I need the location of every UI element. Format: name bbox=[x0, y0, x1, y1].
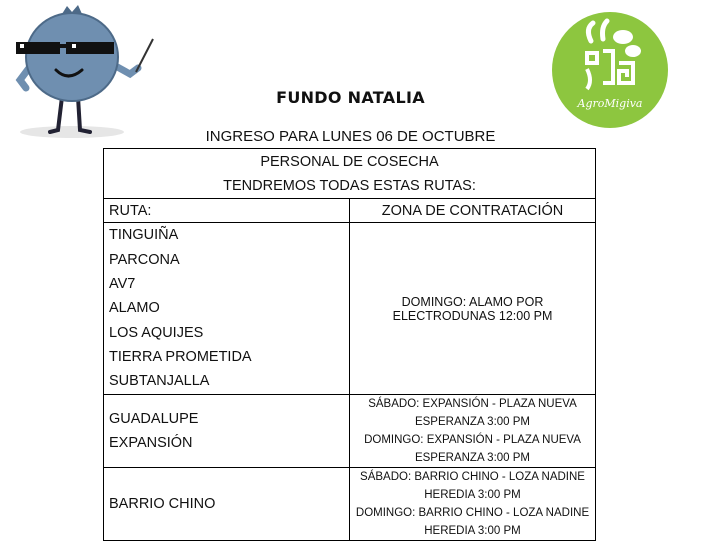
routes-table bbox=[103, 148, 596, 541]
route-item: LOS AQUIJES bbox=[109, 324, 204, 341]
column-header-zone: ZONA DE CONTRATACIÓN bbox=[350, 199, 596, 223]
route-item: SUBTANJALLA bbox=[109, 373, 210, 390]
agromigiva-logo-mark bbox=[551, 11, 669, 129]
zone-item: SÁBADO: BARRIO CHINO - LOZA NADINE HEREDIA 3:00 PM bbox=[360, 471, 585, 501]
column-header-route: RUTA: bbox=[104, 199, 350, 223]
page-title: FUNDO NATALIA bbox=[276, 88, 425, 107]
logo-wordmark: AgroMigiva bbox=[577, 97, 643, 110]
route-item: GUADALUPE bbox=[109, 410, 199, 427]
route-list-group-3 bbox=[104, 468, 350, 541]
zone-cell-group-1 bbox=[350, 223, 596, 395]
zone-cell-group-3 bbox=[350, 468, 596, 541]
table-heading-line-2: TENDREMOS TODAS ESTAS RUTAS: bbox=[223, 177, 476, 194]
route-item: PARCONA bbox=[109, 251, 180, 268]
route-item: BARRIO CHINO bbox=[109, 495, 216, 512]
route-list-group-1 bbox=[104, 223, 350, 395]
zone-item: DOMINGO: EXPANSIÓN - PLAZA NUEVA ESPERANZA 3:00 PM bbox=[364, 434, 581, 464]
table-header-cell bbox=[104, 149, 596, 199]
blueberry-mascot-image bbox=[10, 2, 160, 142]
page-subtitle: INGRESO PARA LUNES 06 DE OCTUBRE bbox=[205, 128, 496, 145]
route-item: ALAMO bbox=[109, 300, 160, 317]
zone-item: DOMINGO: ALAMO POR ELECTRODUNAS 12:00 PM bbox=[392, 294, 553, 323]
route-item: EXPANSIÓN bbox=[109, 435, 193, 451]
table-heading-line-1: PERSONAL DE COSECHA bbox=[260, 153, 439, 170]
zone-item: SÁBADO: EXPANSIÓN - PLAZA NUEVA ESPERANZA 3:00 PM bbox=[368, 398, 577, 428]
route-item: AV7 bbox=[109, 276, 136, 293]
route-list-group-2 bbox=[104, 395, 350, 468]
zone-item: DOMINGO: BARRIO CHINO - LOZA NADINE HEREDIA 3:00 PM bbox=[355, 507, 590, 537]
agromigiva-logo bbox=[551, 11, 669, 129]
route-item: TINGUIÑA bbox=[109, 227, 179, 244]
route-item: TIERRA PROMETIDA bbox=[109, 348, 252, 365]
zone-cell-group-2 bbox=[350, 395, 596, 468]
